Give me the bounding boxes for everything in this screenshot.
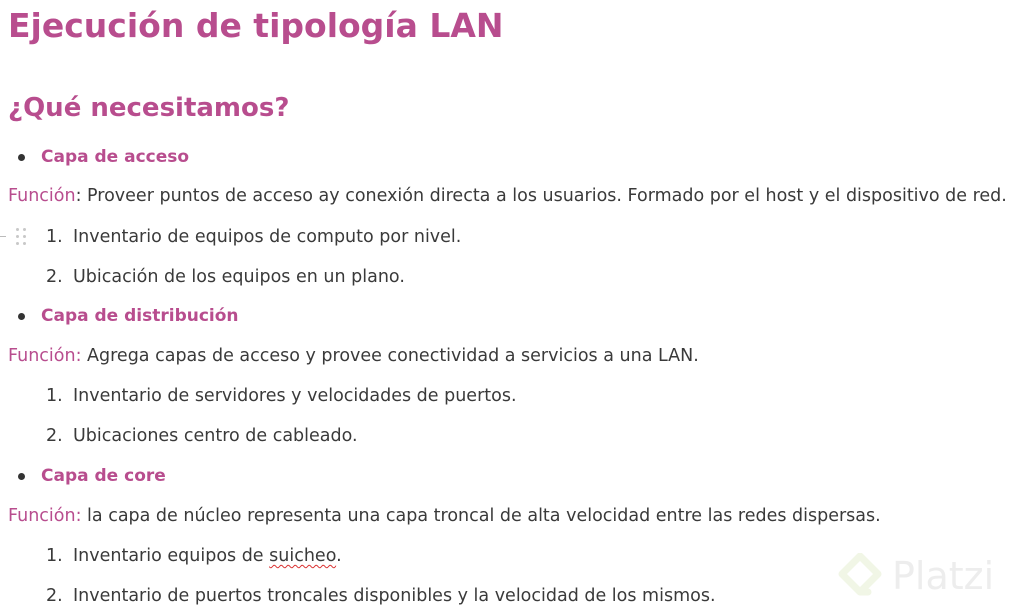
bullet-label: Capa de distribución bbox=[41, 306, 239, 326]
drag-handle-icon[interactable] bbox=[16, 228, 26, 246]
list-item bbox=[46, 384, 517, 408]
list-item bbox=[46, 424, 358, 448]
bullet-item-capa-acceso bbox=[18, 145, 189, 169]
drag-handle[interactable] bbox=[0, 227, 30, 247]
function-text: la capa de núcleo representa una capa troncal de alta velocidad entre las redes dispersas. bbox=[81, 506, 881, 526]
list-item-text: Ubicación de los equipos en un plano. bbox=[73, 267, 405, 287]
bullet-item-capa-distribucion bbox=[18, 304, 239, 328]
bullet-icon bbox=[18, 473, 25, 480]
list-item-text: Ubicaciones centro de cableado. bbox=[73, 426, 358, 446]
function-paragraph-core bbox=[8, 504, 881, 528]
function-separator: : bbox=[75, 186, 82, 206]
function-paragraph-acceso bbox=[8, 184, 1007, 208]
list-item-text-end: . bbox=[336, 546, 342, 566]
list-item bbox=[46, 225, 461, 249]
function-paragraph-distribucion bbox=[8, 344, 699, 368]
function-text: Proveer puntos de acceso ay conexión directa a los usuarios. Formado por el host y el dispositivo de red. bbox=[81, 186, 1007, 206]
list-marker: 1. bbox=[46, 546, 63, 566]
list-marker: 1. bbox=[46, 227, 63, 247]
bullet-icon bbox=[18, 313, 25, 320]
function-label: Función: bbox=[8, 506, 82, 526]
platzi-watermark bbox=[838, 553, 994, 599]
platzi-logo-icon bbox=[838, 553, 882, 599]
list-item bbox=[46, 544, 342, 568]
list-marker: 2. bbox=[46, 586, 63, 606]
page-title: Ejecución de tipología LAN bbox=[8, 6, 504, 45]
function-text: Agrega capas de acceso y provee conectividad a servicios a una LAN. bbox=[81, 346, 699, 366]
bullet-item-capa-core bbox=[18, 464, 166, 488]
misspelled-word[interactable]: suicheo bbox=[269, 546, 337, 566]
list-marker: 2. bbox=[46, 267, 63, 287]
list-item bbox=[46, 584, 716, 608]
bullet-label: Capa de acceso bbox=[41, 147, 190, 167]
function-label: Función bbox=[8, 186, 76, 206]
list-item bbox=[46, 265, 405, 289]
list-marker: 2. bbox=[46, 426, 63, 446]
section-heading: ¿Qué necesitamos? bbox=[8, 93, 290, 123]
platzi-brand-text: Platzi bbox=[892, 554, 995, 598]
drag-guide-line bbox=[0, 236, 6, 237]
bullet-icon bbox=[18, 154, 25, 161]
list-item-text: Inventario equipos de bbox=[73, 546, 270, 566]
list-item-text: Inventario de puertos troncales disponibles y la velocidad de los mismos. bbox=[73, 586, 716, 606]
bullet-label: Capa de core bbox=[41, 466, 166, 486]
list-item-text: Inventario de equipos de computo por nivel. bbox=[73, 227, 462, 247]
list-item-text: Inventario de servidores y velocidades de puertos. bbox=[73, 386, 517, 406]
function-label: Función: bbox=[8, 346, 82, 366]
list-marker: 1. bbox=[46, 386, 63, 406]
